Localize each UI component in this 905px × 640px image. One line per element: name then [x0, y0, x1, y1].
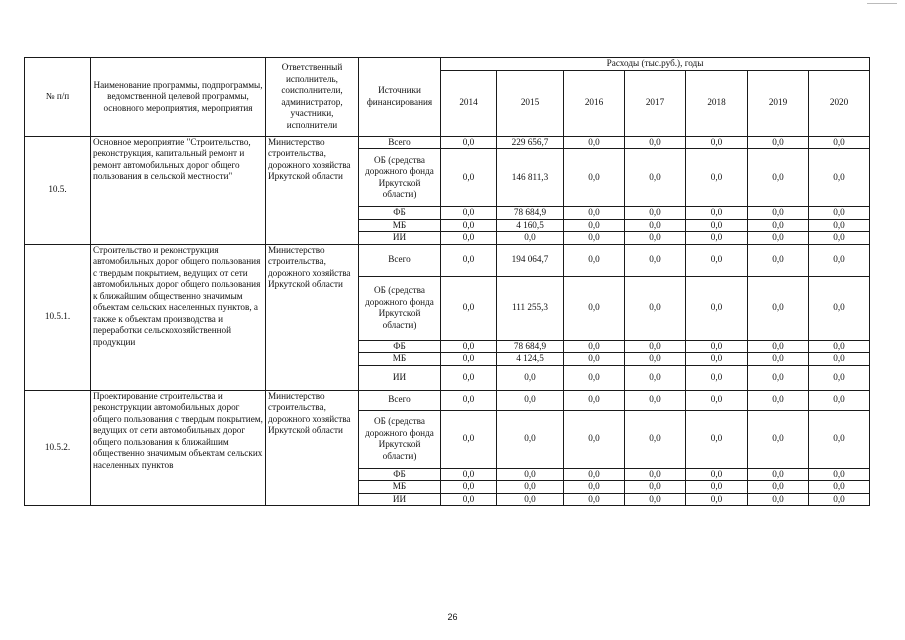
header-name: Наименование программы, подпрограммы, ведомственной целевой программы, основного мероприятия, мероприятия	[91, 58, 266, 137]
value-cell: 0,0	[748, 390, 809, 410]
value-cell: 0,0	[686, 390, 748, 410]
value-cell: 0,0	[441, 276, 497, 340]
value-cell: 0,0	[686, 149, 748, 207]
row-number: 10.5.1.	[25, 244, 91, 390]
header-year: 2016	[564, 70, 625, 136]
value-cell: 0,0	[625, 365, 686, 390]
value-cell: 0,0	[809, 390, 870, 410]
value-cell: 0,0	[686, 207, 748, 220]
value-cell: 4 124,5	[497, 353, 564, 366]
header-responsible: Ответственный исполнитель, соисполнители, администратор, участники, исполнители	[266, 58, 359, 137]
value-cell: 0,0	[625, 493, 686, 506]
value-cell: 0,0	[625, 136, 686, 149]
value-cell: 0,0	[686, 340, 748, 353]
value-cell: 0,0	[809, 493, 870, 506]
value-cell: 0,0	[564, 468, 625, 481]
table-row	[25, 136, 870, 149]
source-label: ФБ	[359, 340, 441, 353]
value-cell: 0,0	[748, 244, 809, 276]
value-cell: 0,0	[809, 481, 870, 494]
value-cell: 0,0	[748, 276, 809, 340]
value-cell: 0,0	[625, 481, 686, 494]
value-cell: 0,0	[564, 219, 625, 232]
value-cell: 0,0	[625, 390, 686, 410]
value-cell: 0,0	[564, 276, 625, 340]
value-cell: 0,0	[809, 149, 870, 207]
row-number: 10.5.	[25, 136, 91, 244]
value-cell: 0,0	[748, 136, 809, 149]
value-cell: 0,0	[564, 244, 625, 276]
value-cell: 0,0	[441, 207, 497, 220]
value-cell: 0,0	[809, 232, 870, 245]
header-year: 2015	[497, 70, 564, 136]
value-cell: 0,0	[809, 410, 870, 468]
value-cell: 0,0	[748, 353, 809, 366]
table-header	[25, 58, 870, 137]
value-cell: 0,0	[809, 468, 870, 481]
value-cell: 0,0	[625, 149, 686, 207]
value-cell: 0,0	[497, 365, 564, 390]
row-responsible: Министерство строительства, дорожного хозяйства Иркутской области	[266, 244, 359, 390]
value-cell: 0,0	[625, 207, 686, 220]
value-cell: 0,0	[564, 353, 625, 366]
value-cell: 0,0	[809, 244, 870, 276]
row-name: Строительство и реконструкция автомобильных дорог общего пользования с твердым покрытием, ведущих от сети автомобильных дорог общего пользования к ближайшим общественно значимым объектам сельских населенных пунктов, а также к объектам производства и переработки сельскохозяйственной продукции	[91, 244, 266, 390]
value-cell: 0,0	[441, 136, 497, 149]
source-label: Всего	[359, 390, 441, 410]
value-cell: 0,0	[564, 136, 625, 149]
value-cell: 111 255,3	[497, 276, 564, 340]
value-cell: 0,0	[748, 219, 809, 232]
value-cell: 0,0	[686, 219, 748, 232]
value-cell: 0,0	[497, 232, 564, 245]
value-cell: 4 160,5	[497, 219, 564, 232]
source-label: ИИ	[359, 493, 441, 506]
expenses-table	[24, 57, 870, 506]
row-name: Основное мероприятие "Строительство, реконструкция, капитальный ремонт и ремонт автомобильных дорог общего пользования в сельской местности"	[91, 136, 266, 244]
value-cell: 0,0	[497, 390, 564, 410]
row-responsible: Министерство строительства, дорожного хозяйства Иркутской области	[266, 136, 359, 244]
value-cell: 0,0	[748, 149, 809, 207]
value-cell: 0,0	[441, 149, 497, 207]
source-label: ОБ (средства дорожного фонда Иркутской области)	[359, 276, 441, 340]
value-cell: 0,0	[686, 244, 748, 276]
value-cell: 0,0	[564, 207, 625, 220]
header-year: 2018	[686, 70, 748, 136]
page-number: 26	[447, 612, 458, 622]
scan-corner-line	[867, 3, 897, 4]
value-cell: 229 656,7	[497, 136, 564, 149]
value-cell: 0,0	[686, 365, 748, 390]
source-label: ИИ	[359, 232, 441, 245]
header-year: 2014	[441, 70, 497, 136]
value-cell: 0,0	[686, 468, 748, 481]
value-cell: 78 684,9	[497, 340, 564, 353]
value-cell: 0,0	[564, 481, 625, 494]
value-cell: 0,0	[625, 353, 686, 366]
value-cell: 0,0	[564, 410, 625, 468]
value-cell: 0,0	[809, 340, 870, 353]
value-cell: 0,0	[564, 365, 625, 390]
value-cell: 0,0	[441, 365, 497, 390]
value-cell: 0,0	[686, 232, 748, 245]
header-year: 2020	[809, 70, 870, 136]
value-cell: 0,0	[809, 365, 870, 390]
value-cell: 0,0	[564, 340, 625, 353]
source-label: МБ	[359, 219, 441, 232]
value-cell: 0,0	[625, 276, 686, 340]
header-expenses: Расходы (тыс.руб.), годы	[441, 58, 870, 71]
value-cell: 0,0	[441, 493, 497, 506]
value-cell: 0,0	[809, 207, 870, 220]
value-cell: 0,0	[686, 136, 748, 149]
value-cell: 0,0	[625, 468, 686, 481]
source-label: ФБ	[359, 468, 441, 481]
value-cell: 0,0	[441, 353, 497, 366]
source-label: ИИ	[359, 365, 441, 390]
value-cell: 0,0	[686, 493, 748, 506]
value-cell: 0,0	[564, 493, 625, 506]
source-label: Всего	[359, 136, 441, 149]
value-cell: 0,0	[748, 410, 809, 468]
source-label: ФБ	[359, 207, 441, 220]
header-year: 2019	[748, 70, 809, 136]
value-cell: 0,0	[748, 207, 809, 220]
value-cell: 0,0	[809, 136, 870, 149]
value-cell: 0,0	[809, 353, 870, 366]
header-num: № п/п	[25, 58, 91, 137]
value-cell: 146 811,3	[497, 149, 564, 207]
source-label: МБ	[359, 481, 441, 494]
row-number: 10.5.2.	[25, 390, 91, 506]
value-cell: 0,0	[564, 149, 625, 207]
header-sources: Источники финансирования	[359, 58, 441, 137]
value-cell: 0,0	[748, 481, 809, 494]
row-name: Проектирование строительства и реконструкции автомобильных дорог общего пользования с твердым покрытием, ведущих от сети автомобильных дорог общего пользования к ближайшим общественно значимым объектам сельских населенных пунктов	[91, 390, 266, 506]
source-label: МБ	[359, 353, 441, 366]
value-cell: 0,0	[625, 219, 686, 232]
source-label: ОБ (средства дорожного фонда Иркутской области)	[359, 149, 441, 207]
value-cell: 0,0	[441, 219, 497, 232]
value-cell: 0,0	[686, 481, 748, 494]
value-cell: 0,0	[497, 493, 564, 506]
value-cell: 0,0	[441, 244, 497, 276]
value-cell: 0,0	[748, 340, 809, 353]
value-cell: 0,0	[564, 232, 625, 245]
value-cell: 0,0	[748, 365, 809, 390]
value-cell: 0,0	[441, 232, 497, 245]
source-label: ОБ (средства дорожного фонда Иркутской области)	[359, 410, 441, 468]
value-cell: 0,0	[441, 340, 497, 353]
value-cell: 194 064,7	[497, 244, 564, 276]
value-cell: 0,0	[497, 481, 564, 494]
value-cell: 0,0	[441, 481, 497, 494]
value-cell: 0,0	[748, 468, 809, 481]
value-cell: 0,0	[441, 410, 497, 468]
value-cell: 0,0	[625, 410, 686, 468]
source-label: Всего	[359, 244, 441, 276]
value-cell: 0,0	[809, 276, 870, 340]
value-cell: 0,0	[748, 493, 809, 506]
value-cell: 0,0	[686, 353, 748, 366]
value-cell: 0,0	[441, 468, 497, 481]
value-cell: 0,0	[748, 232, 809, 245]
table-body	[25, 136, 870, 506]
value-cell: 78 684,9	[497, 207, 564, 220]
table-row	[25, 244, 870, 276]
row-responsible: Министерство строительства, дорожного хозяйства Иркутской области	[266, 390, 359, 506]
value-cell: 0,0	[625, 340, 686, 353]
value-cell: 0,0	[441, 390, 497, 410]
value-cell: 0,0	[625, 244, 686, 276]
value-cell: 0,0	[497, 410, 564, 468]
value-cell: 0,0	[564, 390, 625, 410]
value-cell: 0,0	[625, 232, 686, 245]
value-cell: 0,0	[686, 410, 748, 468]
value-cell: 0,0	[809, 219, 870, 232]
value-cell: 0,0	[686, 276, 748, 340]
value-cell: 0,0	[497, 468, 564, 481]
header-year: 2017	[625, 70, 686, 136]
table-row	[25, 390, 870, 410]
